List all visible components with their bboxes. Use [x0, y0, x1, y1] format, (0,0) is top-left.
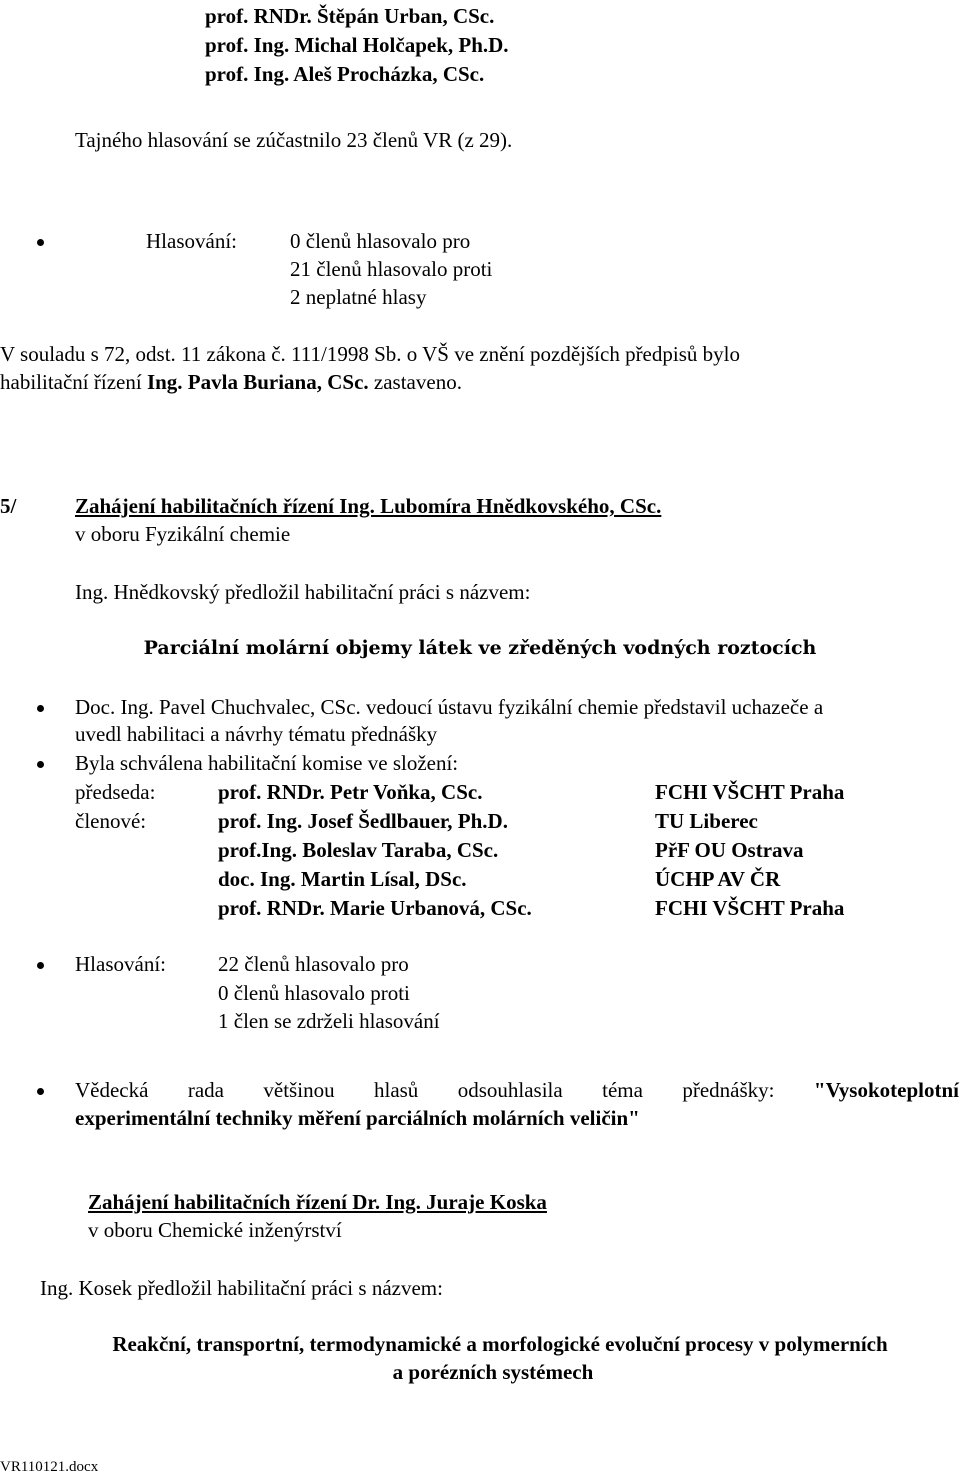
- lecture-topic: experimentální techniky měření parciálních molárních veličin": [75, 1106, 640, 1130]
- vote-result: 0 členů hlasovalo proti: [218, 981, 410, 1005]
- law-text: zastaveno.: [368, 370, 462, 394]
- member-name: prof. RNDr. Štěpán Urban, CSc.: [205, 4, 495, 28]
- section-field: v oboru Fyzikální chemie: [75, 522, 291, 546]
- law-text: habilitační řízení: [0, 370, 147, 394]
- vote-result: 1 člen se zdrželi hlasování: [218, 1009, 440, 1033]
- approval-word: rada: [187, 1078, 224, 1102]
- law-line: [0, 370, 462, 394]
- section-title: Zahájení habilitačních řízení Dr. Ing. Juraje Koska: [88, 1190, 547, 1214]
- committee-institution: FCHI VŠCHT Praha: [655, 896, 845, 920]
- approval-word: přednášky:: [682, 1078, 775, 1102]
- approval-word: Vědecká: [75, 1078, 149, 1102]
- committee-institution: TU Liberec: [655, 809, 758, 833]
- vote-result: 0 členů hlasovalo pro: [290, 229, 471, 253]
- intro-line: Doc. Ing. Pavel Chuchvalec, CSc. vedoucí ústavu fyzikální chemie představil uchazeče a: [75, 695, 824, 719]
- bullet-icon: [37, 1088, 44, 1095]
- bullet-icon: [37, 239, 44, 246]
- approval-word: odsouhlasila: [457, 1078, 563, 1102]
- section-number: 5/: [0, 494, 17, 518]
- committee-name: prof. RNDr. Petr Voňka, CSc.: [218, 780, 483, 804]
- thesis-submitted: Ing. Kosek předložil habilitační práci s názvem:: [40, 1276, 443, 1300]
- vote-result: 2 neplatné hlasy: [290, 285, 427, 309]
- members-label: členové:: [75, 809, 147, 833]
- vote-result: 22 členů hlasovalo pro: [218, 952, 409, 976]
- committee-name: doc. Ing. Martin Lísal, DSc.: [218, 867, 467, 891]
- intro-line: uvedl habilitaci a návrhy tématu přednášky: [75, 722, 438, 746]
- vote-label: Hlasování:: [75, 952, 166, 976]
- approval-word: téma: [602, 1078, 643, 1102]
- lecture-topic-start: "Vysokoteplotní: [813, 1078, 959, 1102]
- committee-name: prof. Ing. Josef Šedlbauer, Ph.D.: [218, 809, 508, 833]
- approval-word: hlasů: [373, 1078, 419, 1102]
- bullet-icon: [37, 761, 44, 768]
- candidate-name: Ing. Pavla Buriana, CSc.: [146, 370, 369, 394]
- committee-name: prof. RNDr. Marie Urbanová, CSc.: [218, 896, 532, 920]
- vote-result: 21 členů hlasovalo proti: [290, 257, 493, 281]
- secret-vote-text: Tajného hlasování se zúčastnilo 23 členů VR (z 29).: [75, 128, 513, 152]
- chair-label: předseda:: [75, 780, 156, 804]
- law-line: V souladu s 72, odst. 11 zákona č. 111/1998 Sb. o VŠ ve znění pozdějších předpisů bylo: [0, 342, 740, 366]
- committee-institution: FCHI VŠCHT Praha: [655, 780, 845, 804]
- approval-word: většinou: [263, 1078, 335, 1102]
- thesis-title: Reakční, transportní, termodynamické a morfologické evoluční procesy v polymerních: [112, 1332, 888, 1356]
- thesis-title: Parciální molární objemy látek ve zředěných vodných roztocích: [143, 637, 817, 659]
- committee-name: prof.Ing. Boleslav Taraba, CSc.: [218, 838, 499, 862]
- thesis-submitted: Ing. Hnědkovský předložil habilitační práci s názvem:: [75, 580, 531, 604]
- section-field: v oboru Chemické inženýrství: [88, 1218, 342, 1242]
- bullet-icon: [37, 962, 44, 969]
- committee-intro: Byla schválena habilitační komise ve složení:: [75, 751, 459, 775]
- vote-label: Hlasování:: [146, 229, 237, 253]
- footer-filename: VR110121.docx: [0, 1459, 99, 1475]
- section-title: Zahájení habilitačních řízení Ing. Lubomíra Hnědkovského, CSc.: [75, 494, 662, 518]
- member-name: prof. Ing. Michal Holčapek, Ph.D.: [205, 33, 509, 57]
- committee-institution: ÚCHP AV ČR: [655, 867, 781, 891]
- thesis-title: a porézních systémech: [392, 1360, 594, 1384]
- approval-line: [75, 1078, 959, 1102]
- bullet-icon: [37, 705, 44, 712]
- member-name: prof. Ing. Aleš Procházka, CSc.: [205, 62, 485, 86]
- committee-institution: PřF OU Ostrava: [655, 838, 804, 862]
